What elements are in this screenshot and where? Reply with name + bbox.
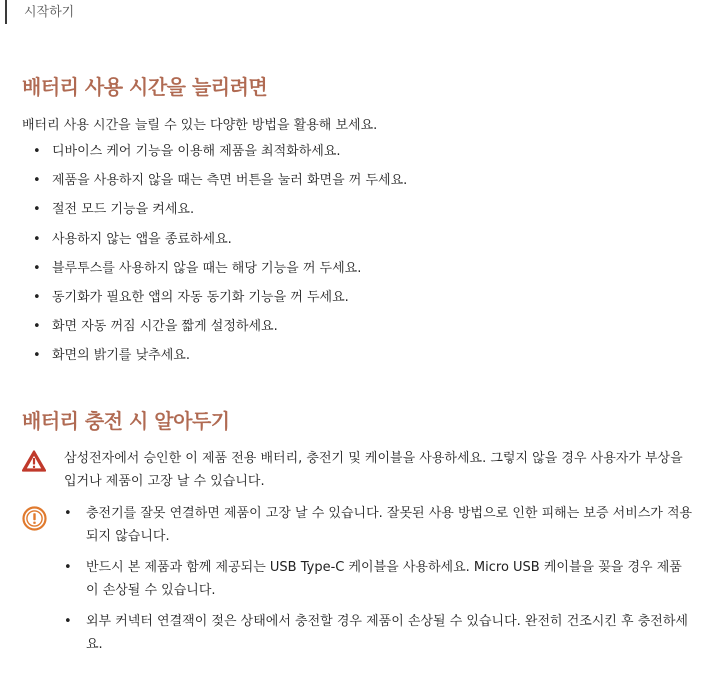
- list-item-text: 반드시 본 제품과 함께 제공되는 USB Type-C 케이블을 사용하세요. Micro USB 케이블을 꽂을 경우 제품이 손상될 수 있습니다.: [86, 560, 682, 598]
- list-item: [22, 289, 407, 318]
- list-item: [22, 231, 407, 260]
- list-item: [64, 556, 694, 602]
- list-item: [22, 318, 407, 347]
- bullet: •: [33, 202, 41, 218]
- list-item: [22, 143, 407, 172]
- list-item: [22, 172, 407, 201]
- bullet: •: [33, 231, 41, 247]
- header-tab: [5, 0, 74, 24]
- intro-text: 배터리 사용 시간을 늘릴 수 있는 다양한 방법을 활용해 보세요.: [22, 118, 378, 133]
- bullet: •: [33, 173, 41, 189]
- tips-list: [22, 143, 407, 377]
- list-item-text: 충전기를 잘못 연결하면 제품이 고장 날 수 있습니다. 잘못된 사용 방법으로 인한 피해는 보증 서비스가 적용되지 않습니다.: [86, 506, 693, 544]
- section-title-charging-notes: 배터리 충전 시 알아두기: [22, 409, 230, 433]
- bullet: •: [33, 144, 41, 159]
- bullet: •: [64, 614, 72, 629]
- list-item-text: 화면의 밝기를 낮추세요.: [52, 348, 190, 364]
- list-item-text: 블루투스를 사용하지 않을 때는 해당 기능을 꺼 두세요.: [52, 260, 362, 276]
- header-tab-label: 시작하기: [24, 5, 75, 20]
- bullet: •: [64, 560, 72, 575]
- warning-text: 삼성전자에서 승인한 이 제품 전용 배터리, 충전기 및 케이블을 사용하세요. 그렇지 않을 경우 사용자가 부상을 입거나 제품이 고장 날 수 있습니다.: [64, 451, 683, 489]
- bullet: •: [33, 260, 41, 276]
- list-item-text: 절전 모드 기능을 켜세요.: [52, 202, 195, 218]
- list-item: [64, 502, 694, 548]
- list-item-text: 사용하지 않는 앱을 종료하세요.: [52, 231, 232, 247]
- list-item: [64, 610, 694, 656]
- bullet: •: [33, 319, 41, 335]
- warning-triangle-icon: [22, 449, 46, 473]
- bullet: •: [33, 348, 41, 364]
- list-item-text: 동기화가 필요한 앱의 자동 동기화 기능을 꺼 두세요.: [52, 289, 349, 305]
- bullet: •: [64, 506, 72, 521]
- list-item-text: 외부 커넥터 연결잭이 젖은 상태에서 충전할 경우 제품이 손상될 수 있습니다. 완전히 건조시킨 후 충전하세요.: [86, 614, 688, 652]
- list-item-text: 화면 자동 꺼짐 시간을 짧게 설정하세요.: [52, 319, 278, 335]
- bullet: •: [33, 289, 41, 305]
- list-item-text: 디바이스 케어 기능을 이용해 제품을 최적화하세요.: [52, 144, 341, 159]
- section-title-battery-life: 배터리 사용 시간을 늘리려면: [22, 75, 268, 99]
- list-item: [22, 347, 407, 376]
- caution-list: [64, 502, 694, 664]
- list-item: [22, 260, 407, 289]
- list-item-text: 제품을 사용하지 않을 때는 측면 버튼을 눌러 화면을 꺼 두세요.: [52, 173, 408, 189]
- list-item: [22, 201, 407, 230]
- caution-circle-icon: [22, 506, 47, 531]
